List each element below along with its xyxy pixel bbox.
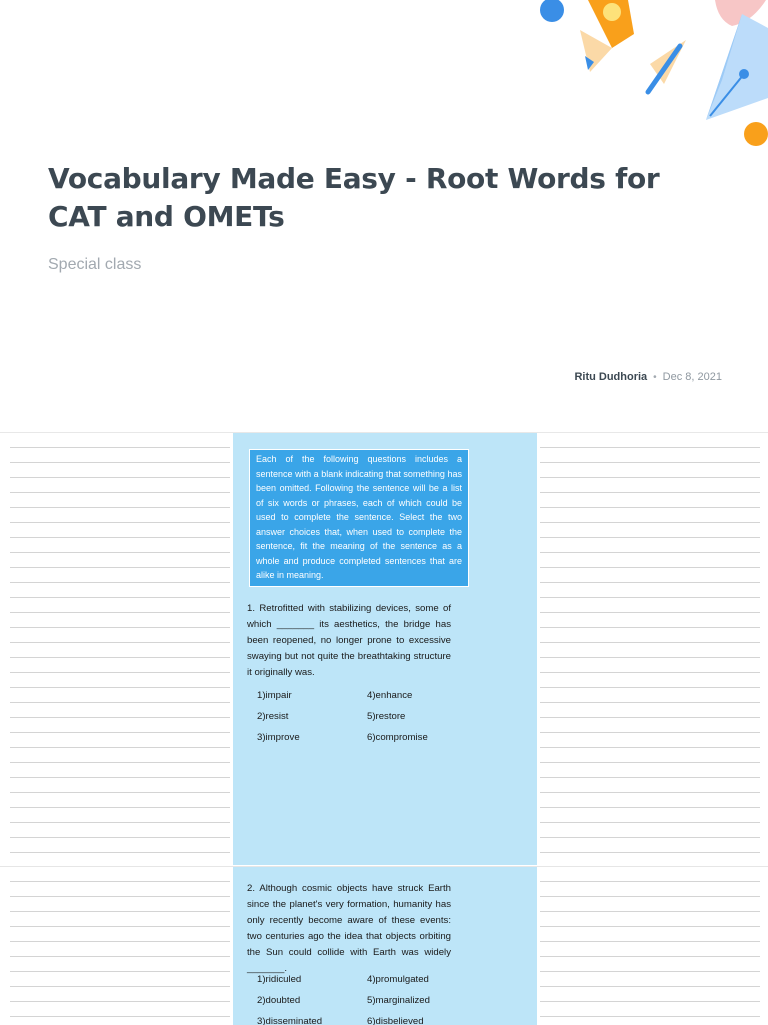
question-text <box>247 601 451 681</box>
blue-dot-icon <box>540 0 564 22</box>
paper-plane-icon <box>648 40 686 92</box>
instructions-box: Each of the following questions includes a sentence with a blank indicating that something has been omitted. Following the sentence will be a list of six words or phrases, each of which could be used to complete the sentence. Select the two answer choices that, when used to complete the sentence, fit the meaning of the sentence as a whole and produce completed sentences that are alike in meaning. <box>249 449 469 587</box>
option: 4)promulgated <box>367 974 429 985</box>
page-title: Vocabulary Made Easy - Root Words for CAT and OMETs <box>48 162 660 233</box>
ruled-lines-right <box>540 867 760 1025</box>
option: 6)disbelieved <box>367 1016 424 1025</box>
yellow-dot-icon <box>603 3 621 21</box>
slide-page-2 <box>0 866 768 1025</box>
slide-page-1 <box>0 433 768 865</box>
option: 3)disseminated <box>257 1016 323 1025</box>
subtitle: Special class <box>48 256 142 273</box>
question-panel <box>233 433 537 865</box>
option: 4)enhance <box>367 690 413 701</box>
option: 1)impair <box>257 690 292 701</box>
answer-options <box>257 689 477 744</box>
ruled-lines-left <box>10 433 230 865</box>
stationery-decoration <box>530 0 768 160</box>
fountain-pen-icon <box>706 14 768 120</box>
byline-separator: • <box>653 371 657 383</box>
option: 2)doubted <box>257 995 301 1006</box>
question-panel <box>233 867 537 1025</box>
option: 5)marginalized <box>367 995 430 1006</box>
option: 5)restore <box>367 711 406 722</box>
publish-date: Dec 8, 2021 <box>662 371 722 383</box>
answer-options <box>257 973 477 1025</box>
author-name: Ritu Dudhoria <box>574 371 648 383</box>
option: 2)resist <box>257 711 289 722</box>
question-text <box>247 881 451 977</box>
cover-page <box>0 0 768 433</box>
option: 3)improve <box>257 732 300 743</box>
option: 6)compromise <box>367 732 428 743</box>
ruled-lines-right <box>540 433 760 865</box>
option: 1)ridiculed <box>257 974 302 985</box>
question-2-text: 2. Although cosmic objects have struck Earth since the planet's very formation, humanity has only recently become aware of these events: two centuries ago the idea that objects orbiting the Sun could collide with Earth was widely _______. <box>247 883 451 974</box>
byline <box>574 371 722 383</box>
ruled-lines-left <box>10 867 230 1025</box>
orange-dot-icon <box>744 122 768 146</box>
question-1-text: 1. Retrofitted with stabilizing devices, some of which _______ its aesthetics, the bridge has been reopened, no longer prone to excessive swaying but not quite the breathtaking structure it originally was. <box>247 603 451 678</box>
